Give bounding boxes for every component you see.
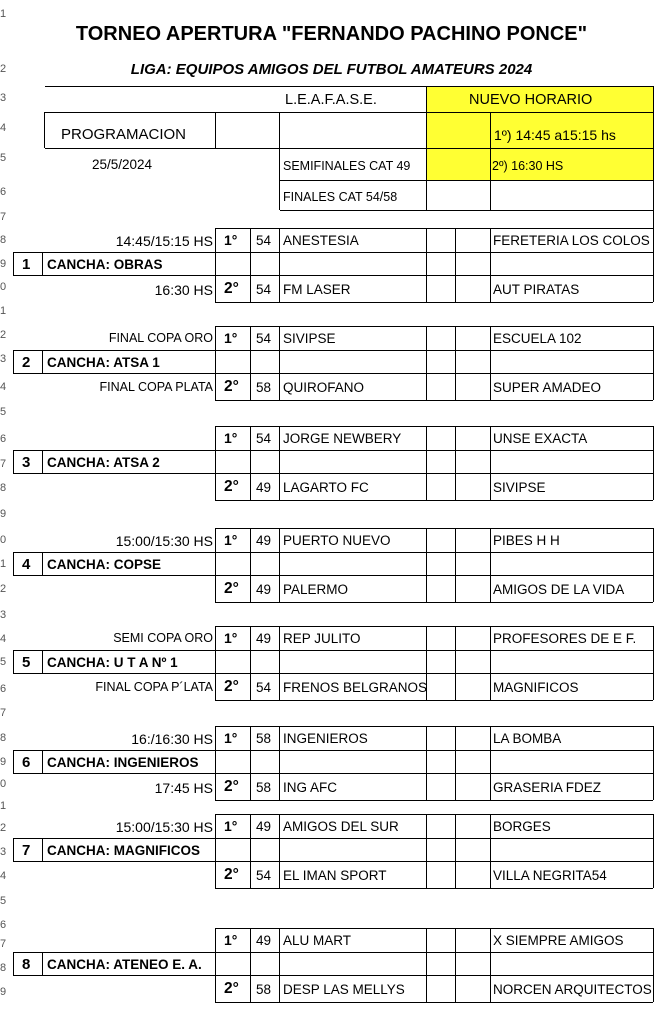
match-order: 2° xyxy=(224,866,239,883)
grid-vline xyxy=(279,326,280,400)
venue-field: CANCHA: U T A Nº 1 xyxy=(47,655,178,670)
row-number: 5 xyxy=(0,406,7,418)
match-category: 54 xyxy=(256,282,272,297)
match-category: 58 xyxy=(256,780,272,795)
row-number: 0 xyxy=(0,281,7,293)
match-order: 2° xyxy=(224,280,239,297)
row-number: 3 xyxy=(0,92,7,104)
row-number: 4 xyxy=(0,381,7,393)
grid-vline xyxy=(426,528,427,602)
home-team: AMIGOS DEL SUR xyxy=(283,819,399,834)
grid-vline xyxy=(490,528,491,602)
row-number: 7 xyxy=(0,707,7,719)
away-team: AMIGOS DE LA VIDA xyxy=(493,582,625,597)
grid-hline xyxy=(215,1002,653,1003)
grid-hline xyxy=(13,650,653,651)
grid-vline xyxy=(13,750,14,773)
grid-vline xyxy=(653,426,654,500)
row-number: 8 xyxy=(0,234,7,246)
match-order: 2° xyxy=(224,678,239,695)
grid-vline xyxy=(250,626,251,700)
grid-hline xyxy=(215,814,653,815)
row-number: 5 xyxy=(0,656,7,668)
grid-vline xyxy=(250,326,251,400)
match-category: 49 xyxy=(256,533,272,548)
home-team: ANESTESIA xyxy=(283,233,359,248)
grid-vline xyxy=(653,726,654,800)
grid-vline xyxy=(13,552,14,575)
home-team: ALU MART xyxy=(283,933,352,948)
grid-hline xyxy=(215,426,653,427)
grid-vline xyxy=(279,928,280,1002)
grid-hline xyxy=(215,800,653,801)
row-number: 7 xyxy=(0,211,7,223)
grid-hline xyxy=(13,575,653,576)
grid-vline xyxy=(426,326,427,400)
grid-hline xyxy=(215,888,653,889)
venue-field: CANCHA: INGENIEROS xyxy=(47,755,199,770)
grid-vline xyxy=(215,228,216,302)
grid-vline xyxy=(455,528,456,602)
match-category: 49 xyxy=(256,933,272,948)
row-number: 6 xyxy=(0,919,7,931)
venue-field: CANCHA: ATSA 1 xyxy=(47,355,160,370)
grid-vline xyxy=(13,650,14,673)
finals-category: FINALES CAT 54/58 xyxy=(283,190,398,204)
match-date: 25/5/2024 xyxy=(92,157,153,172)
grid-vline xyxy=(490,928,491,1002)
away-team: FERETERIA LOS COLOS xyxy=(493,233,650,248)
grid-vline xyxy=(490,112,491,210)
venue-field: CANCHA: COPSE xyxy=(47,557,162,572)
home-team: REP JULITO xyxy=(283,631,361,646)
grid-vline xyxy=(215,726,216,800)
grid-vline xyxy=(42,952,43,975)
row-number: 9 xyxy=(0,756,7,768)
match-category: 58 xyxy=(256,731,272,746)
match-category: 49 xyxy=(256,819,272,834)
grid-vline xyxy=(653,814,654,888)
grid-vline xyxy=(490,626,491,700)
match-order: 1° xyxy=(224,932,238,948)
venue-number: 7 xyxy=(22,842,31,859)
row-number: 7 xyxy=(0,458,7,470)
row-number: 4 xyxy=(0,122,7,134)
grid-vline xyxy=(215,626,216,700)
row-number: 2 xyxy=(0,822,7,834)
away-team: AUT PIRATAS xyxy=(493,282,580,297)
home-team: PUERTO NUEVO xyxy=(283,533,391,548)
row-number: 4 xyxy=(0,633,7,645)
row-number: 1 xyxy=(0,8,7,20)
away-team: PIBES H H xyxy=(493,533,560,548)
match-category: 58 xyxy=(256,380,272,395)
grid-vline xyxy=(455,814,456,888)
grid-hline xyxy=(13,750,653,751)
grid-hline xyxy=(13,275,653,276)
home-team: PALERMO xyxy=(283,582,349,597)
venue-field: CANCHA: MAGNIFICOS xyxy=(47,843,200,858)
match-order: 1° xyxy=(224,630,238,646)
grid-vline xyxy=(42,750,43,773)
schedule-slot-1: 1º) 14:45 a15:15 hs xyxy=(494,127,616,143)
grid-hline xyxy=(13,450,653,451)
grid-vline xyxy=(426,726,427,800)
grid-vline xyxy=(279,528,280,602)
home-team: LAGARTO FC xyxy=(283,480,369,495)
match-note: 14:45/15:15 HS xyxy=(115,233,213,249)
grid-vline xyxy=(42,450,43,473)
match-note: FINAL COPA P´LATA xyxy=(95,680,213,694)
away-team: MAGNIFICOS xyxy=(493,680,579,695)
row-number: 0 xyxy=(0,534,7,546)
match-order: 2° xyxy=(224,378,239,395)
grid-hline xyxy=(45,86,653,87)
grid-vline xyxy=(490,426,491,500)
match-order: 1° xyxy=(224,532,238,548)
away-team: SIVIPSE xyxy=(493,480,546,495)
home-team: JORGE NEWBERY xyxy=(283,431,402,446)
venue-number: 5 xyxy=(22,654,31,671)
row-number: 3 xyxy=(0,609,7,621)
row-number: 1 xyxy=(0,305,7,317)
grid-hline xyxy=(215,500,653,501)
grid-vline xyxy=(250,426,251,500)
grid-vline xyxy=(215,426,216,500)
grid-vline xyxy=(279,112,280,210)
home-team: FM LASER xyxy=(283,282,351,297)
row-number: 2 xyxy=(0,583,7,595)
grid-hline xyxy=(13,975,653,976)
match-order: 1° xyxy=(224,430,238,446)
row-number: 6 xyxy=(0,186,7,198)
venue-number: 1 xyxy=(22,256,31,273)
grid-vline xyxy=(653,326,654,400)
grid-vline xyxy=(426,814,427,888)
match-category: 54 xyxy=(256,868,272,883)
match-note: 15:00/15:30 HS xyxy=(115,819,213,835)
grid-vline xyxy=(653,928,654,1002)
row-number: 8 xyxy=(0,482,7,494)
match-note: SEMI COPA ORO xyxy=(113,631,213,645)
grid-hline xyxy=(13,673,653,674)
match-note: 16:30 HS xyxy=(154,282,213,298)
match-note: 17:45 HS xyxy=(154,780,213,796)
home-team: QUIROFANO xyxy=(283,380,365,395)
grid-vline xyxy=(279,726,280,800)
grid-hline xyxy=(215,726,653,727)
away-team: VILLA NEGRITA54 xyxy=(493,868,607,883)
grid-hline xyxy=(215,326,653,327)
semifinals-category: SEMIFINALES CAT 49 xyxy=(283,159,411,173)
away-team: ESCUELA 102 xyxy=(493,331,582,346)
match-order: 2° xyxy=(224,478,239,495)
grid-hline xyxy=(13,373,653,374)
grid-hline xyxy=(13,838,653,839)
grid-vline xyxy=(426,426,427,500)
grid-vline xyxy=(250,726,251,800)
grid-vline xyxy=(13,952,14,975)
grid-vline xyxy=(426,928,427,1002)
row-number: 8 xyxy=(0,732,7,744)
league-subtitle: LIGA: EQUIPOS AMIGOS DEL FUTBOL AMATEURS 2024 xyxy=(130,61,533,78)
venue-number: 4 xyxy=(22,556,31,573)
match-order: 1° xyxy=(224,330,238,346)
match-category: 49 xyxy=(256,582,272,597)
match-category: 49 xyxy=(256,480,272,495)
grid-hline xyxy=(45,112,653,113)
row-number: 5 xyxy=(0,895,7,907)
grid-vline xyxy=(250,228,251,302)
match-order: 1° xyxy=(224,232,238,248)
match-category: 54 xyxy=(256,431,272,446)
match-note: FINAL COPA ORO xyxy=(108,331,213,345)
grid-vline xyxy=(455,626,456,700)
grid-vline xyxy=(490,726,491,800)
match-note: FINAL COPA PLATA xyxy=(99,380,213,394)
grid-vline xyxy=(42,252,43,275)
grid-hline xyxy=(215,302,653,303)
match-category: 54 xyxy=(256,233,272,248)
row-number: 8 xyxy=(0,962,7,974)
venue-number: 6 xyxy=(22,754,31,771)
away-team: NORCEN ARQUITECTOS xyxy=(493,982,652,997)
venue-number: 8 xyxy=(22,956,31,973)
away-team: GRASERIA FDEZ xyxy=(493,780,602,795)
grid-hline xyxy=(280,180,653,181)
grid-vline xyxy=(279,426,280,500)
nuevo-horario-label: NUEVO HORARIO xyxy=(469,92,593,108)
grid-vline xyxy=(653,528,654,602)
grid-vline xyxy=(215,528,216,602)
grid-vline xyxy=(13,450,14,473)
home-team: DESP LAS MELLYS xyxy=(283,982,405,997)
row-number: 1 xyxy=(0,800,7,812)
grid-hline xyxy=(215,928,653,929)
grid-vline xyxy=(250,528,251,602)
grid-hline xyxy=(13,861,653,862)
home-team: INGENIEROS xyxy=(283,731,368,746)
grid-vline xyxy=(215,928,216,1002)
match-category: 54 xyxy=(256,680,272,695)
away-team: X SIEMPRE AMIGOS xyxy=(493,933,624,948)
match-note: 16:/16:30 HS xyxy=(131,731,213,747)
grid-hline xyxy=(215,700,653,701)
venue-number: 2 xyxy=(22,354,31,371)
grid-hline xyxy=(13,252,653,253)
away-team: SUPER AMADEO xyxy=(493,380,602,395)
grid-vline xyxy=(250,928,251,1002)
row-number: 4 xyxy=(0,870,7,882)
grid-vline xyxy=(455,326,456,400)
match-order: 2° xyxy=(224,980,239,997)
schedule-slot-2: 2º) 16:30 HS xyxy=(492,159,564,173)
away-team: UNSE EXACTA xyxy=(493,431,588,446)
grid-vline xyxy=(215,326,216,400)
grid-vline xyxy=(13,838,14,861)
tournament-title: TORNEO APERTURA "FERNANDO PACHINO PONCE" xyxy=(75,23,588,45)
home-team: SIVIPSE xyxy=(283,331,336,346)
grid-vline xyxy=(279,626,280,700)
grid-hline xyxy=(215,228,653,229)
row-number: 6 xyxy=(0,683,7,695)
match-order: 2° xyxy=(224,580,239,597)
grid-vline xyxy=(426,228,427,302)
venue-field: CANCHA: ATENEO E. A. xyxy=(47,957,202,972)
home-team: EL IMAN SPORT xyxy=(283,868,387,883)
programacion-label: PROGRAMACION xyxy=(61,126,187,143)
venue-field: CANCHA: ATSA 2 xyxy=(47,455,160,470)
grid-hline xyxy=(13,350,653,351)
grid-vline xyxy=(215,814,216,888)
match-category: 49 xyxy=(256,631,272,646)
grid-vline xyxy=(215,112,216,148)
grid-vline xyxy=(490,814,491,888)
row-number: 9 xyxy=(0,258,7,270)
grid-vline xyxy=(455,928,456,1002)
grid-vline xyxy=(455,726,456,800)
match-order: 1° xyxy=(224,730,238,746)
row-number: 5 xyxy=(0,152,7,164)
match-order: 2° xyxy=(224,778,239,795)
home-team: ING AFC xyxy=(283,780,338,795)
grid-vline xyxy=(490,228,491,302)
grid-hline xyxy=(13,473,653,474)
row-number: 2 xyxy=(0,329,7,341)
grid-hline xyxy=(215,602,653,603)
match-order: 1° xyxy=(224,818,238,834)
match-category: 58 xyxy=(256,982,272,997)
grid-vline xyxy=(490,326,491,400)
grid-vline xyxy=(42,838,43,861)
grid-vline xyxy=(250,814,251,888)
grid-vline xyxy=(42,552,43,575)
row-number: 2 xyxy=(0,63,7,75)
grid-vline xyxy=(279,814,280,888)
away-team: LA BOMBA xyxy=(493,731,562,746)
grid-hline xyxy=(13,773,653,774)
venue-number: 3 xyxy=(22,454,31,471)
grid-vline xyxy=(455,228,456,302)
home-team: FRENOS BELGRANOS xyxy=(283,680,428,695)
grid-vline xyxy=(42,350,43,373)
grid-hline xyxy=(215,626,653,627)
away-team: BORGES xyxy=(493,819,551,834)
grid-hline xyxy=(215,400,653,401)
row-number: 1 xyxy=(0,558,7,570)
row-number: 6 xyxy=(0,433,7,445)
grid-vline xyxy=(653,86,654,228)
row-number: 3 xyxy=(0,846,7,858)
match-note: 15:00/15:30 HS xyxy=(115,533,213,549)
match-category: 54 xyxy=(256,331,272,346)
venue-field: CANCHA: OBRAS xyxy=(47,257,163,272)
org-name: L.E.A.F.A.S.E. xyxy=(285,92,377,108)
grid-vline xyxy=(44,112,45,148)
grid-hline xyxy=(13,952,653,953)
row-number: 9 xyxy=(0,508,7,520)
grid-vline xyxy=(279,228,280,302)
grid-hline xyxy=(13,552,653,553)
row-number: 3 xyxy=(0,353,7,365)
away-team: PROFESORES DE E F. xyxy=(493,631,637,646)
grid-hline xyxy=(45,148,653,149)
grid-vline xyxy=(13,252,14,275)
grid-vline xyxy=(653,228,654,302)
grid-hline xyxy=(280,210,653,211)
row-number: 9 xyxy=(0,986,7,998)
grid-vline xyxy=(42,650,43,673)
grid-vline xyxy=(455,426,456,500)
row-number: 0 xyxy=(0,778,7,790)
grid-vline xyxy=(426,86,427,210)
grid-vline xyxy=(653,626,654,700)
grid-vline xyxy=(13,350,14,373)
row-number: 7 xyxy=(0,938,7,950)
grid-hline xyxy=(215,528,653,529)
